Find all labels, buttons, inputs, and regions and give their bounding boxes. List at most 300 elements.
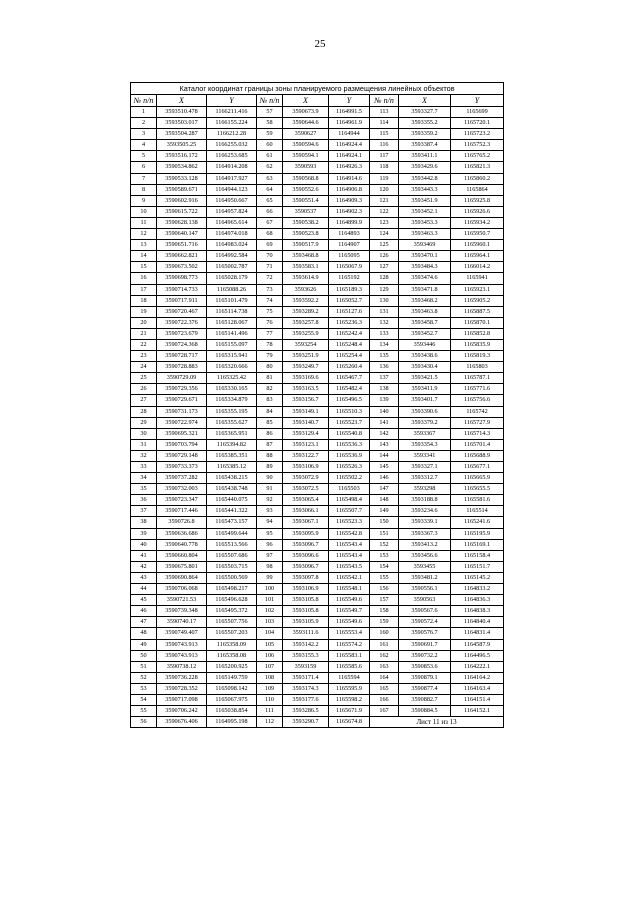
- table-cell: 3590736.228: [157, 672, 207, 683]
- table-cell: 3593290.7: [283, 717, 329, 728]
- table-cell: 115: [370, 129, 399, 140]
- table-cell: 21: [131, 328, 157, 339]
- table-cell: 3590537: [283, 206, 329, 217]
- table-cell: 1165248.4: [329, 339, 370, 350]
- table-cell: 3593421.5: [399, 373, 451, 384]
- table-cell: 156: [370, 584, 399, 595]
- table-cell: 1164995.198: [207, 717, 257, 728]
- table-cell: 1165473.157: [207, 517, 257, 528]
- table-cell: 1165549.7: [329, 606, 370, 617]
- table-cell: 99: [257, 572, 283, 583]
- table-cell: 63: [257, 173, 283, 184]
- table-cell: 3593255.9: [283, 328, 329, 339]
- table-cell: 3590729.356: [157, 384, 207, 395]
- table-cell: 1165189.3: [329, 284, 370, 295]
- table-cell: 110: [257, 694, 283, 705]
- table-cell: 1165819.3: [451, 351, 504, 362]
- table-cell: 3593171.4: [283, 672, 329, 683]
- table-cell: 65: [257, 195, 283, 206]
- table-cell: 69: [257, 240, 283, 251]
- table-cell: 1165701.4: [451, 439, 504, 450]
- table-cell: 3590717.446: [157, 506, 207, 517]
- table-cell: 1165260.4: [329, 362, 370, 373]
- table-cell: 1165864: [451, 184, 504, 195]
- table-cell: 1165151.7: [451, 561, 504, 572]
- table-cell: 3590568.8: [283, 173, 329, 184]
- table-cell: 93: [257, 506, 283, 517]
- table-cell: 1165699: [451, 107, 504, 118]
- table-cell: 1165101.479: [207, 295, 257, 306]
- table-cell: 3593289.2: [283, 306, 329, 317]
- table-cell: 1164893: [329, 229, 370, 240]
- table-cell: 85: [257, 417, 283, 428]
- table-cell: 127: [370, 262, 399, 273]
- table-row: [131, 462, 504, 473]
- table-cell: 52: [131, 672, 157, 683]
- table-row: [131, 273, 504, 284]
- table-cell: 3593481.2: [399, 572, 451, 583]
- table-cell: 3593463.8: [399, 306, 451, 317]
- table-cell: 24: [131, 362, 157, 373]
- table-cell: 3590533.128: [157, 173, 207, 184]
- table-cell: 1165941: [451, 273, 504, 284]
- table-cell: 150: [370, 517, 399, 528]
- table-cell: 67: [257, 217, 283, 228]
- table-cell: 3593095.9: [283, 528, 329, 539]
- table-cell: 118: [370, 162, 399, 173]
- table-cell: 3590728.352: [157, 683, 207, 694]
- table-cell: 3590660.804: [157, 550, 207, 561]
- table-cell: 81: [257, 373, 283, 384]
- table-cell: 3593355.2: [399, 118, 451, 129]
- table-cell: 3593234.6: [399, 506, 451, 517]
- table-cell: 3593626: [283, 284, 329, 295]
- table-cell: 3590726.8: [157, 517, 207, 528]
- table-cell: 3590877.4: [399, 683, 451, 694]
- table-cell: 1165499.644: [207, 528, 257, 539]
- table-cell: 1165158.4: [451, 550, 504, 561]
- table-cell: 1165067.975: [207, 694, 257, 705]
- table-cell: 3590882.7: [399, 694, 451, 705]
- table-cell: 1164907: [329, 240, 370, 251]
- table-row: [131, 706, 504, 717]
- table-row: [131, 528, 504, 539]
- table-cell: 1165756.6: [451, 395, 504, 406]
- table-cell: 1165526.3: [329, 462, 370, 473]
- column-header: № п/п: [131, 95, 157, 107]
- table-cell: 74: [257, 295, 283, 306]
- table-cell: 113: [370, 107, 399, 118]
- table-cell: 129: [370, 284, 399, 295]
- table-row: [131, 406, 504, 417]
- table-cell: 30: [131, 428, 157, 439]
- table-cell: 3593484.3: [399, 262, 451, 273]
- table-cell: 155: [370, 572, 399, 583]
- table-cell: 54: [131, 694, 157, 705]
- table-cell: 3593458.7: [399, 317, 451, 328]
- table-cell: 34: [131, 473, 157, 484]
- table-cell: 87: [257, 439, 283, 450]
- table-cell: 35: [131, 484, 157, 495]
- table-cell: 1165674.8: [329, 717, 370, 728]
- table-cell: 1165028.179: [207, 273, 257, 284]
- table-cell: 3590673.9: [283, 107, 329, 118]
- table-row: [131, 506, 504, 517]
- table-cell: 7: [131, 173, 157, 184]
- table-cell: 3593401.7: [399, 395, 451, 406]
- table-cell: 1165714.3: [451, 428, 504, 439]
- table-cell: 1165127.6: [329, 306, 370, 317]
- table-cell: 3590691.7: [399, 639, 451, 650]
- table-cell: 131: [370, 306, 399, 317]
- table-cell: 3590628.138: [157, 217, 207, 228]
- table-cell: 1165536.9: [329, 450, 370, 461]
- table-cell: 111: [257, 706, 283, 717]
- table-cell: 1165241.6: [451, 517, 504, 528]
- table-cell: 1164944.123: [207, 184, 257, 195]
- table-row: [131, 140, 504, 151]
- table-cell: 3590640.147: [157, 229, 207, 240]
- table-cell: 3593455: [399, 561, 451, 572]
- table-cell: 106: [257, 650, 283, 661]
- table-row: [131, 639, 504, 650]
- table-cell: 1165438.748: [207, 484, 257, 495]
- table-cell: 3590714.733: [157, 284, 207, 295]
- table-cell: 1165585.6: [329, 661, 370, 672]
- column-header: Y: [451, 95, 504, 107]
- table-cell: 143: [370, 439, 399, 450]
- table-cell: 32: [131, 450, 157, 461]
- table-cell: 3593367.3: [399, 528, 451, 539]
- table-cell: 1165727.9: [451, 417, 504, 428]
- table-cell: 57: [257, 107, 283, 118]
- table-cell: 128: [370, 273, 399, 284]
- table-cell: 3590636.686: [157, 528, 207, 539]
- table-cell: 3593067.1: [283, 517, 329, 528]
- table-cell: 124: [370, 229, 399, 240]
- table-cell: 142: [370, 428, 399, 439]
- table-cell: 3590722.974: [157, 417, 207, 428]
- table-cell: 3593430.4: [399, 362, 451, 373]
- table-cell: 1165543.5: [329, 561, 370, 572]
- table-cell: 3593129.4: [283, 428, 329, 439]
- table-row: [131, 184, 504, 195]
- table-cell: 3593446: [399, 339, 451, 350]
- table-row: [131, 284, 504, 295]
- table-cell: 3590695.321: [157, 428, 207, 439]
- table-cell: 59: [257, 129, 283, 140]
- table-cell: 3593592.2: [283, 295, 329, 306]
- table-row: [131, 384, 504, 395]
- table-cell: 3590563: [399, 595, 451, 606]
- table-cell: 1165192: [329, 273, 370, 284]
- table-cell: 3590728.883: [157, 362, 207, 373]
- table-cell: 47: [131, 617, 157, 628]
- table-cell: 58: [257, 118, 283, 129]
- table-row: [131, 217, 504, 228]
- table-cell: 3590567.6: [399, 606, 451, 617]
- table-cell: 88: [257, 450, 283, 461]
- table-cell: 1165334.879: [207, 395, 257, 406]
- table-cell: 1164957.824: [207, 206, 257, 217]
- table-cell: 1165821.3: [451, 162, 504, 173]
- table-cell: 3593254: [283, 339, 329, 350]
- table-cell: 3593142.2: [283, 639, 329, 650]
- table-cell: 3590703.794: [157, 439, 207, 450]
- table-row: [131, 628, 504, 639]
- table-cell: 157: [370, 595, 399, 606]
- table-cell: 3593339.1: [399, 517, 451, 528]
- table-cell: 1165149.759: [207, 672, 257, 683]
- table-row: [131, 306, 504, 317]
- table-cell: 73: [257, 284, 283, 295]
- table-cell: 166: [370, 694, 399, 705]
- table-cell: 3590576.7: [399, 628, 451, 639]
- table-cell: 3593327.7: [399, 107, 451, 118]
- table-cell: 1165440.075: [207, 495, 257, 506]
- table-row: [131, 240, 504, 251]
- column-header: X: [283, 95, 329, 107]
- table-cell: 1165595.9: [329, 683, 370, 694]
- table-cell: 1165502.2: [329, 473, 370, 484]
- table-cell: 120: [370, 184, 399, 195]
- table-cell: 3590738.12: [157, 661, 207, 672]
- table-cell: 3590675.801: [157, 561, 207, 572]
- table-cell: 3593249.7: [283, 362, 329, 373]
- table-cell: 1165038.854: [207, 706, 257, 717]
- table-title: Каталог координат границы зоны планируемого размещения линейных объектов: [131, 83, 504, 95]
- table-cell: 3593072.5: [283, 484, 329, 495]
- table-cell: 68: [257, 229, 283, 240]
- table-cell: 1165438.215: [207, 473, 257, 484]
- table-cell: 3593456.6: [399, 550, 451, 561]
- table-cell: 3590733.373: [157, 462, 207, 473]
- table-cell: 3593443.3: [399, 184, 451, 195]
- table-cell: 1164917.927: [207, 173, 257, 184]
- table-cell: 60: [257, 140, 283, 151]
- table-cell: 1165482.4: [329, 384, 370, 395]
- table-cell: 18: [131, 295, 157, 306]
- table-cell: 3590731.173: [157, 406, 207, 417]
- table-cell: 36: [131, 495, 157, 506]
- table-cell: 1165358.08: [207, 650, 257, 661]
- table-cell: 38: [131, 517, 157, 528]
- table-cell: 3593105.8: [283, 606, 329, 617]
- table-cell: 3590534.862: [157, 162, 207, 173]
- table-cell: 83: [257, 395, 283, 406]
- table-cell: 152: [370, 539, 399, 550]
- table-cell: 3593286.5: [283, 706, 329, 717]
- table-cell: 1165574.2: [329, 639, 370, 650]
- table-cell: 3593105.8: [283, 595, 329, 606]
- table-cell: 3593106.9: [283, 584, 329, 595]
- table-cell: 1164840.4: [451, 617, 504, 628]
- table-cell: 3590729.09: [157, 373, 207, 384]
- table-cell: 158: [370, 606, 399, 617]
- table-cell: 1165542.8: [329, 528, 370, 539]
- table-cell: 1165385.12: [207, 462, 257, 473]
- table-cell: 3593583.1: [283, 262, 329, 273]
- table-cell: 100: [257, 584, 283, 595]
- table-cell: 146: [370, 473, 399, 484]
- table-cell: 141: [370, 417, 399, 428]
- table-cell: 1165536.3: [329, 439, 370, 450]
- table-cell: 1164899.9: [329, 217, 370, 228]
- table-cell: 49: [131, 639, 157, 650]
- table-cell: 3: [131, 129, 157, 140]
- table-cell: 3590723.347: [157, 495, 207, 506]
- table-cell: 89: [257, 462, 283, 473]
- table-cell: 78: [257, 339, 283, 350]
- table-cell: 1165752.3: [451, 140, 504, 151]
- table-cell: 1165254.4: [329, 351, 370, 362]
- table-cell: 1165242.4: [329, 328, 370, 339]
- table-cell: 72: [257, 273, 283, 284]
- table-cell: 3593470.1: [399, 251, 451, 262]
- table-cell: 1164950.667: [207, 195, 257, 206]
- table-cell: 167: [370, 706, 399, 717]
- table-cell: 40: [131, 539, 157, 550]
- table-cell: 56: [131, 717, 157, 728]
- table-cell: 1165498.4: [329, 495, 370, 506]
- table-cell: 1166212.28: [207, 129, 257, 140]
- table-cell: 71: [257, 262, 283, 273]
- table-cell: 3593413.2: [399, 539, 451, 550]
- table-row: [131, 195, 504, 206]
- column-header: Y: [329, 95, 370, 107]
- table-cell: 1165925.8: [451, 195, 504, 206]
- table-cell: 3593066.1: [283, 506, 329, 517]
- table-row: [131, 428, 504, 439]
- table-cell: 41: [131, 550, 157, 561]
- table-cell: 1164163.4: [451, 683, 504, 694]
- table-cell: 9: [131, 195, 157, 206]
- table-row: [131, 317, 504, 328]
- table-cell: 76: [257, 317, 283, 328]
- table-cell: 123: [370, 217, 399, 228]
- table-cell: 3593140.7: [283, 417, 329, 428]
- table-row: [131, 650, 504, 661]
- table-cell: 147: [370, 484, 399, 495]
- table-row: [131, 584, 504, 595]
- table-cell: 1164496.5: [451, 650, 504, 661]
- table-cell: 1165905.2: [451, 295, 504, 306]
- table-cell: 1164944: [329, 129, 370, 140]
- table-cell: 3593251.9: [283, 351, 329, 362]
- table-cell: 1165358.09: [207, 639, 257, 650]
- table-row: [131, 484, 504, 495]
- table-cell: 149: [370, 506, 399, 517]
- table-cell: 3593379.2: [399, 417, 451, 428]
- table-cell: 3590722.376: [157, 317, 207, 328]
- table-cell: 23: [131, 351, 157, 362]
- table-cell: 53: [131, 683, 157, 694]
- table-cell: 1164924.4: [329, 140, 370, 151]
- table-cell: 1165169.1: [451, 539, 504, 550]
- table-cell: 3593159: [283, 661, 329, 672]
- table-cell: 1164924.1: [329, 151, 370, 162]
- table-cell: 3590853.6: [399, 661, 451, 672]
- table-row: [131, 617, 504, 628]
- table-row: [131, 561, 504, 572]
- table-cell: 3590593: [283, 162, 329, 173]
- table-cell: 77: [257, 328, 283, 339]
- table-row: [131, 339, 504, 350]
- table-cell: 1165540.8: [329, 428, 370, 439]
- table-cell: 3590589.671: [157, 184, 207, 195]
- table-cell: 1165523.7: [329, 417, 370, 428]
- table-row: [131, 672, 504, 683]
- table-row: [131, 450, 504, 461]
- table-cell: 1164587.9: [451, 639, 504, 650]
- table-cell: 3593503.017: [157, 118, 207, 129]
- table-cell: 3590662.821: [157, 251, 207, 262]
- table-cell: 3593072.9: [283, 473, 329, 484]
- table-cell: 1165236.3: [329, 317, 370, 328]
- table-cell: 91: [257, 484, 283, 495]
- table-cell: 133: [370, 328, 399, 339]
- table-cell: 39: [131, 528, 157, 539]
- table-cell: 3593367: [399, 428, 451, 439]
- table-row: [131, 129, 504, 140]
- table-cell: 1165155.097: [207, 339, 257, 350]
- table-cell: 130: [370, 295, 399, 306]
- table-cell: 1165467.7: [329, 373, 370, 384]
- table-cell: 1165553.4: [329, 628, 370, 639]
- table-cell: 3590729.148: [157, 450, 207, 461]
- table-cell: 1165523.3: [329, 517, 370, 528]
- table-cell: 1165720.1: [451, 118, 504, 129]
- table-cell: 1165195.9: [451, 528, 504, 539]
- table-cell: 161: [370, 639, 399, 650]
- table-cell: 62: [257, 162, 283, 173]
- table-cell: 3590644.6: [283, 118, 329, 129]
- table-cell: 3590724.368: [157, 339, 207, 350]
- table-cell: 3593451.9: [399, 195, 451, 206]
- table-cell: 154: [370, 561, 399, 572]
- table-cell: 64: [257, 184, 283, 195]
- table-cell: 1165513.566: [207, 539, 257, 550]
- table-cell: 1166155.224: [207, 118, 257, 129]
- table-row: [131, 683, 504, 694]
- table-cell: 3593474.6: [399, 273, 451, 284]
- table-cell: 1165543.4: [329, 550, 370, 561]
- table-cell: 1164983.024: [207, 240, 257, 251]
- table-cell: 3593155.3: [283, 650, 329, 661]
- table-cell: 3593504.287: [157, 129, 207, 140]
- table-cell: 1165835.9: [451, 339, 504, 350]
- table-cell: 3590739.348: [157, 606, 207, 617]
- table-cell: 5: [131, 151, 157, 162]
- table-cell: 90: [257, 473, 283, 484]
- table-row: [131, 694, 504, 705]
- table-cell: 3593257.8: [283, 317, 329, 328]
- table-cell: 105: [257, 639, 283, 650]
- table-cell: 1165671.9: [329, 706, 370, 717]
- header-row: [131, 95, 504, 107]
- table-cell: 159: [370, 617, 399, 628]
- table-row: [131, 362, 504, 373]
- table-cell: 3590698.773: [157, 273, 207, 284]
- table-cell: 1165677.1: [451, 462, 504, 473]
- table-cell: 132: [370, 317, 399, 328]
- table-cell: 1165742: [451, 406, 504, 417]
- table-cell: 51: [131, 661, 157, 672]
- coordinates-table: [130, 82, 504, 728]
- table-row: [131, 395, 504, 406]
- table-cell: 22: [131, 339, 157, 350]
- table-cell: 1164991.5: [329, 107, 370, 118]
